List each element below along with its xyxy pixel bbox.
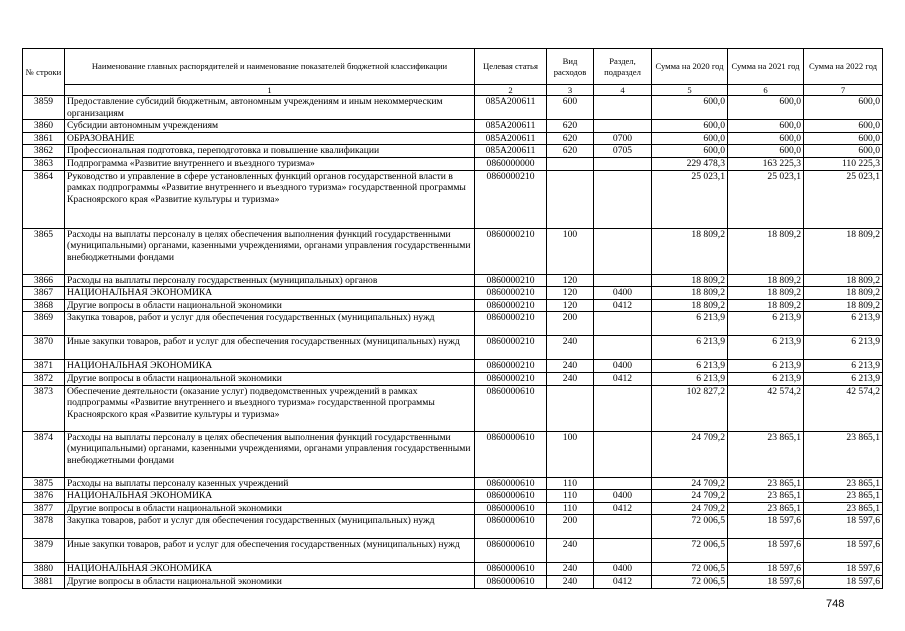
row-name-cell: Расходы на выплаты персоналу в целях обеспечения выполнения функций государственными (муниципальными) органами, казенными учреждениями, органами управления государственными внебюджетными фондами [65,431,475,477]
row-name-cell: Расходы на выплаты персоналу в целях обеспечения выполнения функций государственными (муниципальными) органами, казенными учреждениями, органами управления государственными внебюджетными фондами [65,228,475,274]
colnum-6: 6 [728,85,804,96]
expense-type-cell: 120 [547,287,594,300]
row-name-cell: Подпрограмма «Развитие внутреннего и въездного туризма» [65,157,475,170]
expense-type-cell: 240 [547,539,594,563]
row-number-cell: 3869 [23,312,65,336]
sum-2020-cell: 6 213,9 [652,312,728,336]
sum-2020-cell: 18 809,2 [652,228,728,274]
row-number-cell: 3876 [23,490,65,503]
sum-2021-cell: 600,0 [728,145,804,158]
sum-2022-cell: 600,0 [804,145,883,158]
expense-type-cell: 200 [547,515,594,539]
row-number-cell: 3863 [23,157,65,170]
table-row [23,120,883,133]
sum-2021-cell: 18 597,6 [728,563,804,576]
target-article-cell: 0860000210 [475,312,547,336]
row-number-cell: 3877 [23,502,65,515]
sum-2021-cell: 6 213,9 [728,312,804,336]
sum-2020-cell: 6 213,9 [652,360,728,373]
table-row [23,312,883,336]
table-row [23,385,883,431]
sum-2020-cell: 18 809,2 [652,299,728,312]
section-cell [594,431,652,477]
expense-type-cell: 110 [547,502,594,515]
row-number-cell: 3874 [23,431,65,477]
section-cell: 0700 [594,132,652,145]
row-number-cell: 3866 [23,274,65,287]
expense-type-cell [547,157,594,170]
row-name-cell: Профессиональная подготовка, переподготовка и повышение квалификации [65,145,475,158]
table-row [23,563,883,576]
expense-type-cell [547,385,594,431]
row-number-cell: 3859 [23,96,65,120]
expense-type-cell: 100 [547,228,594,274]
expense-type-cell: 600 [547,96,594,120]
table-row [23,287,883,300]
row-name-cell: Другие вопросы в области национальной экономики [65,372,475,385]
sum-2020-cell: 600,0 [652,145,728,158]
section-cell [594,170,652,228]
sum-2021-cell: 600,0 [728,132,804,145]
row-number-cell: 3867 [23,287,65,300]
row-name-cell: Расходы на выплаты персоналу государственных (муниципальных) органов [65,274,475,287]
colnum-7: 7 [804,85,883,96]
sum-2022-cell: 600,0 [804,120,883,133]
sum-2021-cell: 18 597,6 [728,575,804,588]
target-article-cell: 0860000210 [475,360,547,373]
sum-2020-cell: 25 023,1 [652,170,728,228]
section-cell [594,515,652,539]
target-article-cell: 0860000210 [475,287,547,300]
header-section: Раздел, подраздел [594,49,652,85]
sum-2022-cell: 25 023,1 [804,170,883,228]
table-row [23,132,883,145]
sum-2020-cell: 72 006,5 [652,539,728,563]
section-cell [594,228,652,274]
colnum-3: 3 [547,85,594,96]
sum-2021-cell: 23 865,1 [728,477,804,490]
row-number-cell: 3862 [23,145,65,158]
row-name-cell: НАЦИОНАЛЬНАЯ ЭКОНОМИКА [65,563,475,576]
sum-2020-cell: 6 213,9 [652,372,728,385]
section-cell: 0400 [594,287,652,300]
sum-2022-cell: 6 213,9 [804,312,883,336]
sum-2020-cell: 24 709,2 [652,477,728,490]
table-row [23,336,883,360]
section-cell [594,477,652,490]
target-article-cell: 0860000210 [475,299,547,312]
colnum-5: 5 [652,85,728,96]
section-cell: 0412 [594,299,652,312]
expense-type-cell: 620 [547,132,594,145]
sum-2020-cell: 72 006,5 [652,575,728,588]
sum-2021-cell: 23 865,1 [728,502,804,515]
row-name-cell: Закупка товаров, работ и услуг для обеспечения государственных (муниципальных) нужд [65,312,475,336]
table-row [23,539,883,563]
section-cell: 0400 [594,360,652,373]
row-number-cell: 3870 [23,336,65,360]
expense-type-cell: 240 [547,336,594,360]
row-number-cell: 3873 [23,385,65,431]
section-cell: 0400 [594,563,652,576]
row-name-cell: НАЦИОНАЛЬНАЯ ЭКОНОМИКА [65,287,475,300]
table-row [23,372,883,385]
section-cell: 0705 [594,145,652,158]
colnum-1: 1 [65,85,475,96]
expense-type-cell: 240 [547,563,594,576]
expense-type-cell: 620 [547,120,594,133]
sum-2022-cell: 42 574,2 [804,385,883,431]
row-number-cell: 3861 [23,132,65,145]
table-row [23,299,883,312]
row-name-cell: Другие вопросы в области национальной экономики [65,299,475,312]
sum-2021-cell: 163 225,3 [728,157,804,170]
sum-2022-cell: 23 865,1 [804,431,883,477]
row-number-cell: 3879 [23,539,65,563]
sum-2020-cell: 24 709,2 [652,431,728,477]
expense-type-cell: 240 [547,372,594,385]
target-article-cell: 0860000610 [475,575,547,588]
sum-2021-cell: 600,0 [728,120,804,133]
row-name-cell: НАЦИОНАЛЬНАЯ ЭКОНОМИКА [65,490,475,503]
row-name-cell: Другие вопросы в области национальной экономики [65,502,475,515]
header-target-article: Целевая статья [475,49,547,85]
sum-2020-cell: 18 809,2 [652,274,728,287]
sum-2020-cell: 600,0 [652,132,728,145]
target-article-cell: 085А200611 [475,145,547,158]
target-article-cell: 085А200611 [475,96,547,120]
expense-type-cell: 240 [547,360,594,373]
sum-2021-cell: 25 023,1 [728,170,804,228]
expense-type-cell: 120 [547,299,594,312]
row-number-cell: 3865 [23,228,65,274]
target-article-cell: 0860000210 [475,372,547,385]
section-cell [594,312,652,336]
sum-2022-cell: 18 809,2 [804,299,883,312]
sum-2022-cell: 18 809,2 [804,287,883,300]
target-article-cell: 0860000610 [475,502,547,515]
expense-type-cell: 200 [547,312,594,336]
sum-2021-cell: 42 574,2 [728,385,804,431]
sum-2021-cell: 18 809,2 [728,274,804,287]
target-article-cell: 085А200611 [475,120,547,133]
sum-2021-cell: 23 865,1 [728,490,804,503]
row-number-cell: 3880 [23,563,65,576]
sum-2021-cell: 6 213,9 [728,360,804,373]
budget-table [22,48,883,589]
colnum-2: 2 [475,85,547,96]
table-row [23,477,883,490]
sum-2022-cell: 18 597,6 [804,563,883,576]
target-article-cell: 0860000610 [475,515,547,539]
header-sum-2020: Сумма на 2020 год [652,49,728,85]
table-row [23,575,883,588]
sum-2022-cell: 23 865,1 [804,490,883,503]
sum-2021-cell: 18 809,2 [728,287,804,300]
target-article-cell: 0860000000 [475,157,547,170]
table-row [23,502,883,515]
section-cell [594,274,652,287]
expense-type-cell [547,170,594,228]
table-row [23,96,883,120]
section-cell [594,336,652,360]
row-name-cell: ОБРАЗОВАНИЕ [65,132,475,145]
row-name-cell: Расходы на выплаты персоналу казенных учреждений [65,477,475,490]
table-row [23,515,883,539]
table-row [23,157,883,170]
target-article-cell: 0860000210 [475,170,547,228]
sum-2021-cell: 18 597,6 [728,539,804,563]
sum-2022-cell: 18 809,2 [804,274,883,287]
target-article-cell: 0860000210 [475,228,547,274]
sum-2021-cell: 18 809,2 [728,299,804,312]
table-row [23,431,883,477]
sum-2021-cell: 6 213,9 [728,336,804,360]
colnum-4: 4 [594,85,652,96]
target-article-cell: 0860000210 [475,274,547,287]
sum-2020-cell: 18 809,2 [652,287,728,300]
sum-2020-cell: 6 213,9 [652,336,728,360]
header-row-number: № строки [23,49,65,96]
expense-type-cell: 620 [547,145,594,158]
sum-2020-cell: 72 006,5 [652,515,728,539]
sum-2021-cell: 23 865,1 [728,431,804,477]
sum-2021-cell: 18 809,2 [728,228,804,274]
sum-2022-cell: 23 865,1 [804,477,883,490]
row-name-cell: Другие вопросы в области национальной экономики [65,575,475,588]
table-row [23,490,883,503]
sum-2021-cell: 6 213,9 [728,372,804,385]
row-name-cell: НАЦИОНАЛЬНАЯ ЭКОНОМИКА [65,360,475,373]
sum-2020-cell: 102 827,2 [652,385,728,431]
row-number-cell: 3868 [23,299,65,312]
sum-2022-cell: 18 597,6 [804,515,883,539]
sum-2020-cell: 72 006,5 [652,563,728,576]
row-name-cell: Руководство и управление в сфере установленных функций органов государственной власти в рамках подпрограммы «Развитие внутреннего и въездного туризма» государственной программы Красноярского края «Развитие культуры и туризма» [65,170,475,228]
sum-2020-cell: 600,0 [652,96,728,120]
section-cell [594,157,652,170]
sum-2022-cell: 600,0 [804,96,883,120]
sum-2020-cell: 24 709,2 [652,502,728,515]
target-article-cell: 0860000610 [475,431,547,477]
section-cell: 0412 [594,502,652,515]
target-article-cell: 0860000610 [475,563,547,576]
row-number-cell: 3875 [23,477,65,490]
expense-type-cell: 120 [547,274,594,287]
section-cell [594,96,652,120]
row-name-cell: Обеспечение деятельности (оказание услуг) подведомственных учреждений в рамках подпрограммы «Развитие внутреннего и въездного туризма» государственной программы Красноярского края «Развитие культуры и туризма» [65,385,475,431]
row-name-cell: Предоставление субсидий бюджетным, автономным учреждениям и иным некоммерческим организациям [65,96,475,120]
section-cell [594,120,652,133]
section-cell [594,385,652,431]
row-number-cell: 3864 [23,170,65,228]
sum-2021-cell: 18 597,6 [728,515,804,539]
row-number-cell: 3871 [23,360,65,373]
row-name-cell: Субсидии автономным учреждениям [65,120,475,133]
section-cell [594,539,652,563]
header-expense-type: Вид расходов [547,49,594,85]
sum-2022-cell: 110 225,3 [804,157,883,170]
section-cell: 0400 [594,490,652,503]
sum-2020-cell: 600,0 [652,120,728,133]
sum-2021-cell: 600,0 [728,96,804,120]
section-cell: 0412 [594,372,652,385]
table-row [23,145,883,158]
target-article-cell: 0860000210 [475,336,547,360]
row-number-cell: 3881 [23,575,65,588]
target-article-cell: 0860000610 [475,539,547,563]
row-name-cell: Иные закупки товаров, работ и услуг для обеспечения государственных (муниципальных) нужд [65,539,475,563]
table-row [23,170,883,228]
sum-2020-cell: 24 709,2 [652,490,728,503]
target-article-cell: 085А200611 [475,132,547,145]
sum-2020-cell: 229 478,3 [652,157,728,170]
sum-2022-cell: 600,0 [804,132,883,145]
expense-type-cell: 110 [547,477,594,490]
sum-2022-cell: 18 597,6 [804,539,883,563]
table-row [23,274,883,287]
row-number-cell: 3860 [23,120,65,133]
expense-type-cell: 100 [547,431,594,477]
row-number-cell: 3878 [23,515,65,539]
header-sum-2022: Сумма на 2022 год [804,49,883,85]
row-name-cell: Иные закупки товаров, работ и услуг для обеспечения государственных (муниципальных) нужд [65,336,475,360]
sum-2022-cell: 23 865,1 [804,502,883,515]
expense-type-cell: 110 [547,490,594,503]
page-number: 748 [826,598,845,610]
sum-2022-cell: 6 213,9 [804,372,883,385]
table-row [23,228,883,274]
row-name-cell: Закупка товаров, работ и услуг для обеспечения государственных (муниципальных) нужд [65,515,475,539]
header-name: Наименование главных распорядителей и наименование показателей бюджетной классификации [65,49,475,85]
sum-2022-cell: 18 809,2 [804,228,883,274]
table-body [23,96,883,589]
header-sum-2021: Сумма на 2021 год [728,49,804,85]
table-row [23,360,883,373]
section-cell: 0412 [594,575,652,588]
sum-2022-cell: 6 213,9 [804,360,883,373]
sum-2022-cell: 6 213,9 [804,336,883,360]
sum-2022-cell: 18 597,6 [804,575,883,588]
row-number-cell: 3872 [23,372,65,385]
target-article-cell: 0860000610 [475,385,547,431]
target-article-cell: 0860000610 [475,490,547,503]
expense-type-cell: 240 [547,575,594,588]
target-article-cell: 0860000610 [475,477,547,490]
